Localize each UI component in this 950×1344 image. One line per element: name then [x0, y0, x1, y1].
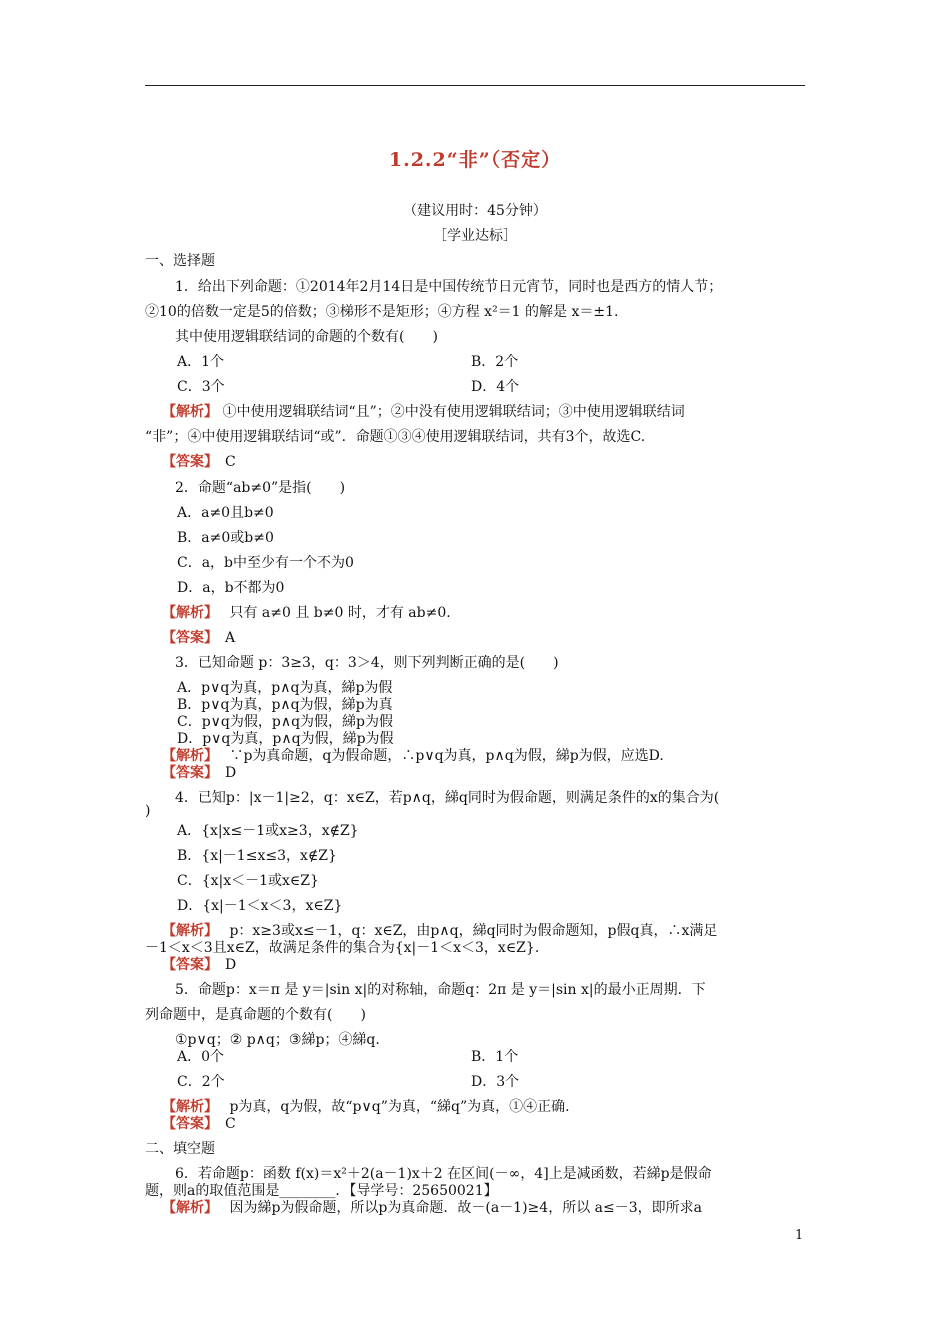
q1-analysis	[162, 401, 685, 421]
q6-analysis-text: 因为綈p为假命题，所以p为真命题．故－(a－1)≥4，所以 a≤－3，即所求a	[225, 1200, 702, 1216]
q1-analysis-text1: ①中使用逻辑联结词“且”；②中没有使用逻辑联结词；③中使用逻辑联结词	[218, 404, 685, 420]
q2-analysis	[162, 602, 451, 622]
answer-tag: 【答案】	[162, 957, 211, 973]
q2-answer-value: A	[225, 630, 236, 646]
q4-analysis-text1: p：x≥3或x≤－1，q：x∈Z，由p∧q，綈q同时为假命题知，p假q真，∴x满足	[225, 923, 718, 939]
answer-tag: 【答案】	[162, 454, 211, 470]
q6-line1: 6．若命题p：函数 f(x)＝x²＋2(a－1)x＋2 在区间(－∞，4]上是减函数，若綈p是假命	[175, 1166, 712, 1182]
q3-option-b: B．p∨q为真，p∧q为假，綈p为真	[177, 697, 393, 713]
q5-answer	[162, 1113, 236, 1133]
q4-analysis-text2: －1＜x＜3且x∈Z，故满足条件的集合为{x|－1＜x＜3，x∈Z}.	[145, 940, 540, 956]
analysis-tag: 【解析】	[162, 748, 211, 764]
page-number: 1	[795, 1228, 804, 1243]
q5-option-a: A．0个	[177, 1049, 225, 1065]
q4-option-d: D．{x|－1＜x＜3，x∈Z}	[177, 898, 343, 914]
page-title: 1.2.2“非”（否定）	[388, 149, 562, 171]
q1-answer	[162, 451, 236, 471]
q5-option-d: D．3个	[471, 1074, 520, 1090]
q1-option-b: B．2个	[471, 354, 519, 370]
q5-line2: 列命题中，是真命题的个数有( )	[145, 1007, 366, 1023]
q3-option-d: D．p∨q为真，p∧q为假，綈p为假	[177, 731, 394, 747]
time-hint: （建议用时：45分钟）	[403, 203, 547, 219]
q1-line2: ②10的倍数一定是5的倍数；③梯形不是矩形；④方程 x²＝1 的解是 x＝±1.	[145, 304, 619, 320]
q4-option-b: B．{x|－1≤x≤3，x∉Z}	[177, 848, 337, 864]
q1-option-a: A．1个	[177, 354, 225, 370]
answer-tag: 【答案】	[162, 1116, 211, 1132]
q1-line1: 1．给出下列命题：①2014年2月14日是中国传统节日元宵节，同时也是西方的情人节；	[175, 279, 723, 295]
q2-option-c: C．a，b中至少有一个不为0	[177, 555, 354, 571]
q4-option-c: C．{x|x＜－1或x∈Z}	[177, 873, 319, 889]
section-label: ［学业达标］	[433, 228, 517, 244]
q5-line3: ①p∨q；② p∧q；③綈p；④綈q.	[175, 1032, 380, 1048]
q3-analysis	[162, 745, 664, 765]
q4-line1: 4．已知p：|x－1|≥2，q：x∈Z，若p∧q，綈q同时为假命题，则满足条件的x的集合为(	[175, 790, 720, 806]
q3-answer-value: D	[225, 765, 237, 781]
analysis-tag: 【解析】	[162, 404, 218, 420]
q2-analysis-text: 只有 a≠0 且 b≠0 时，才有 ab≠0.	[225, 605, 451, 621]
q5-analysis-text: p为真，q为假，故“p∨q”为真，“綈q”为真，①④正确.	[225, 1099, 570, 1115]
q6-analysis	[162, 1197, 702, 1217]
q6-line2: 题，则a的取值范围是________．【导学号：25650021】	[145, 1183, 498, 1199]
q2-option-b: B．a≠0或b≠0	[177, 530, 274, 546]
answer-tag: 【答案】	[162, 630, 211, 646]
analysis-tag: 【解析】	[162, 1200, 211, 1216]
q4-answer	[162, 954, 236, 974]
q3-option-a: A．p∨q为真，p∧q为真，綈p为假	[177, 680, 393, 696]
q1-analysis-text2: “非”；④中使用逻辑联结词“或”．命题①③④使用逻辑联结词，共有3个，故选C.	[145, 429, 646, 445]
q1-option-c: C．3个	[177, 379, 225, 395]
q5-option-b: B．1个	[471, 1049, 519, 1065]
q3-answer	[162, 762, 236, 782]
q1-line3: 其中使用逻辑联结词的命题的个数有( )	[175, 329, 438, 345]
q2-option-a: A．a≠0且b≠0	[177, 505, 274, 521]
part1-heading: 一、选择题	[145, 253, 215, 269]
q3-option-c: C．p∨q为假，p∧q为假，綈p为假	[177, 714, 394, 730]
q2-stem: 2．命题“ab≠0”是指( )	[175, 480, 346, 496]
header-rule	[145, 85, 805, 86]
q2-answer	[162, 627, 235, 647]
analysis-tag: 【解析】	[162, 1099, 211, 1115]
part2-heading: 二、填空题	[145, 1141, 215, 1157]
analysis-tag: 【解析】	[162, 923, 211, 939]
q1-option-d: D．4个	[471, 379, 520, 395]
q4-answer-value: D	[225, 957, 237, 973]
q2-option-d: D．a，b不都为0	[177, 580, 285, 596]
q5-option-c: C．2个	[177, 1074, 225, 1090]
analysis-tag: 【解析】	[162, 605, 211, 621]
q3-analysis-text: ∵p为真命题，q为假命题，∴p∨q为真，p∧q为假，綈p为假，应选D.	[225, 748, 664, 764]
q3-stem: 3．已知命题 p：3≥3，q：3＞4，则下列判断正确的是( )	[175, 655, 559, 671]
q5-answer-value: C	[225, 1116, 236, 1132]
q1-answer-value: C	[225, 454, 236, 470]
answer-tag: 【答案】	[162, 765, 211, 781]
q4-option-a: A．{x|x≤－1或x≥3，x∉Z}	[177, 823, 359, 839]
q5-line1: 5．命题p：x＝π 是 y＝|sin x|的对称轴，命题q：2π 是 y＝|sin x|的最小正周期．下	[175, 982, 706, 998]
q4-line2: )	[145, 803, 151, 819]
